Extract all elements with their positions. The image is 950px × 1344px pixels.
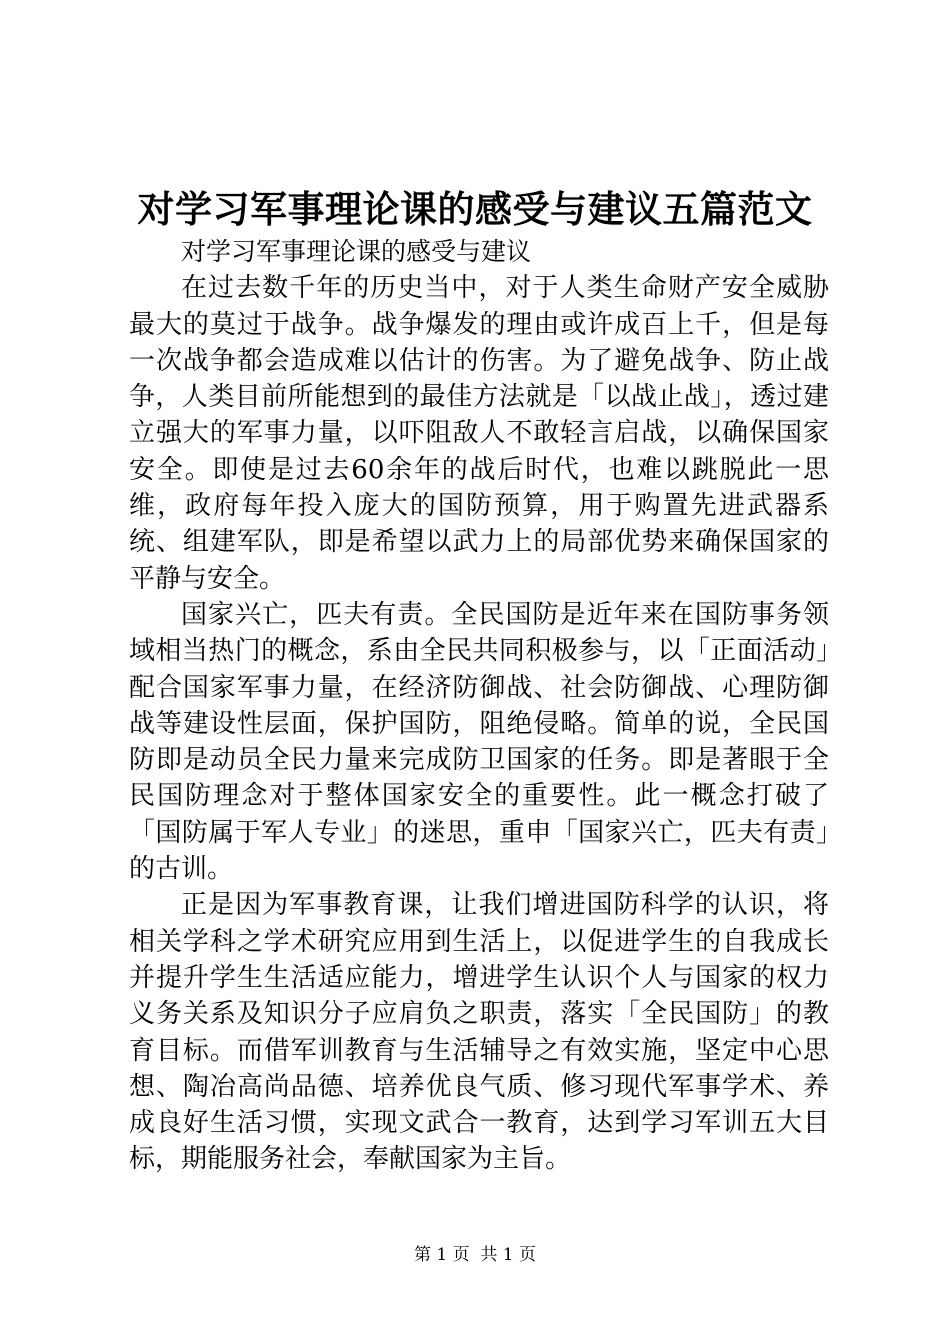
document-subtitle: 对学习军事理论课的感受与建议 — [181, 237, 532, 266]
paragraph-1: 在过去数千年的历史当中，对于人类生命财产安全威胁最大的莫过于战争。战争爆发的理由或许成百上千，但是每一次战争都会造成难以估计的伤害。为了避免战争、防止战争，人类目前所能想到的最佳方法就是「以战止战」，透过建立强大的军事力量，以吓阻敌人不敢轻言启战，以确保国家安全。即使是过去60余年的战后时代，也难以跳脱此一思维，政府每年投入庞大的国防预算，用于购置先进武器系统、组建军队，即是希望以武力上的局部优势来确保国家的平静与安全。 — [129, 273, 829, 594]
document-title: 对学习军事理论课的感受与建议五篇范文 — [137, 187, 813, 231]
paragraph-3: 正是因为军事教育课，让我们增进国防科学的认识，将相关学科之学术研究应用到生活上，以促进学生的自我成长并提升学生生活适应能力，增进学生认识个人与国家的权力义务关系及知识分子应肩负之职责，落实「全民国防」的教育目标。而借军训教育与生活辅导之有效实施，坚定中心思想、陶冶高尚品德、培养优良气质、修习现代军事学术、养成良好生活习惯，实现文武合一教育，达到学习军训五大目标，期能服务社会，奉献国家为主旨。 — [129, 890, 829, 1175]
page-number-label: 第 1 页 共 1 页 — [413, 1245, 537, 1265]
page-footer — [0, 1243, 950, 1267]
paragraph-2: 国家兴亡，匹夫有责。全民国防是近年来在国防事务领域相当热门的概念，系由全民共同积极参与，以「正面活动」配合国家军事力量，在经济防御战、社会防御战、心理防御战等建设性层面，保护国防，阻绝侵略。简单的说，全民国防即是动员全民力量来完成防卫国家的任务。即是著眼于全民国防理念对于整体国家安全的重要性。此一概念打破了「国防属于军人专业」的迷思，重申「国家兴亡，匹夫有责」的古训。 — [129, 599, 829, 885]
document-body — [129, 234, 829, 1178]
